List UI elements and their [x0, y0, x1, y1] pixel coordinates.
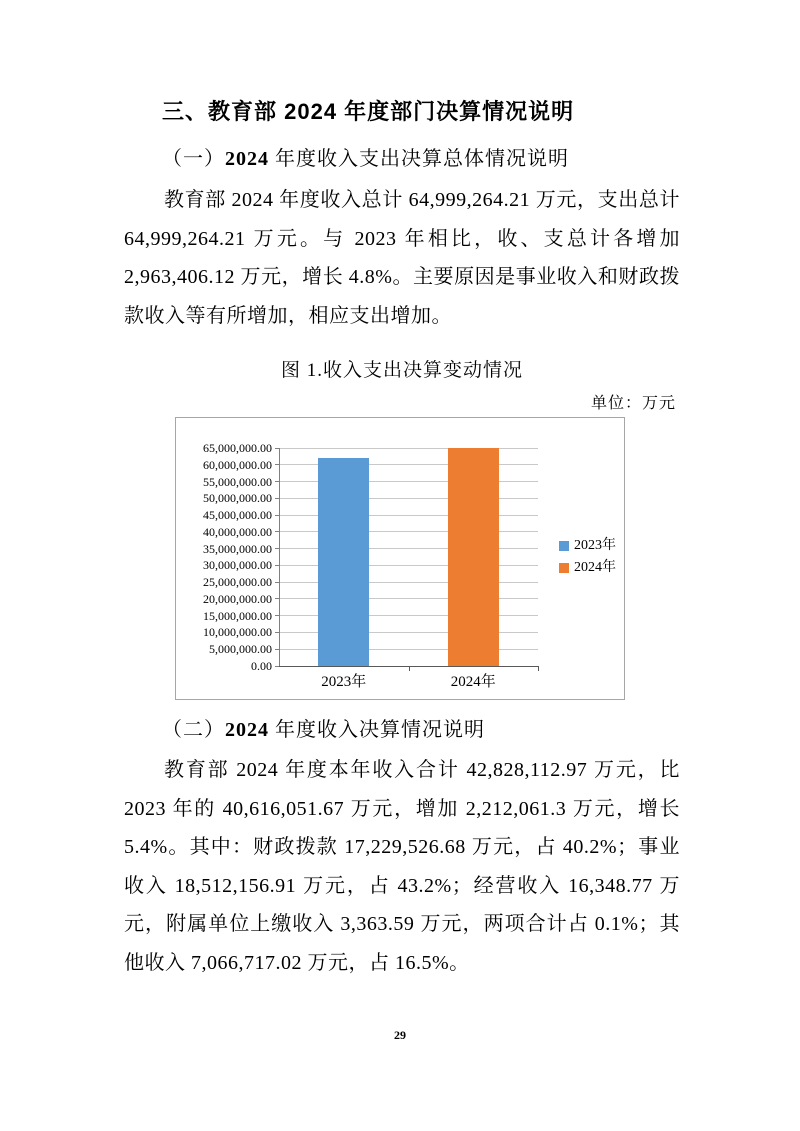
section-heading-2-year: 2024 [225, 719, 269, 741]
y-axis-tick-label: 45,000,000.00 [203, 508, 272, 523]
y-axis-line [279, 448, 280, 666]
y-axis-tick-label: 25,000,000.00 [203, 575, 272, 590]
paragraph-overview: 教育部 2024 年度收入总计 64,999,264.21 万元，支出总计 64,999,264.21 万元。与 2023 年相比，收、支总计各增加 2,963,406.12 万元，增长 4.8%。主要原因是事业收入和财政拨款收入等有所增加，相应支出增加。 [124, 189, 680, 327]
x-axis-tick [409, 666, 410, 671]
x-axis-label: 2023年 [321, 674, 367, 690]
x-axis-label: 2024年 [450, 674, 496, 690]
legend-item [559, 561, 616, 575]
y-axis-tick-label: 40,000,000.00 [203, 524, 272, 539]
section-heading-1 [162, 145, 682, 174]
y-axis-tick-label: 0.00 [251, 659, 272, 673]
y-axis-tick-label: 5,000,000.00 [209, 642, 272, 657]
y-axis-tick-label: 55,000,000.00 [203, 474, 272, 489]
y-axis-tick-label: 20,000,000.00 [203, 591, 272, 606]
y-gridline [279, 448, 538, 449]
y-axis-tick-label: 30,000,000.00 [203, 558, 272, 573]
section-heading-1-year: 2024 [225, 148, 269, 170]
paragraph-revenue: 教育部 2024 年度本年收入合计 42,828,112.97 万元，比 2023 年的 40,616,051.67 万元，增加 2,212,061.3 万元，增长 5.4%。其中：财政拨款 17,229,526.68 万元，占 40.2%；事业收入 18,512,156.91 万元，占 43.2%；经营收入 16,348.77 万元，附属单位上缴收入 3,363.59 万元，两项合计占 0.1%；其他收入 7,066,717.02 万元，占 16.5%。 [124, 759, 680, 974]
legend-swatch-2024年 [559, 563, 569, 573]
y-axis-tick-label: 15,000,000.00 [203, 608, 272, 623]
x-axis-tick [538, 666, 539, 671]
bar-2023年 [318, 458, 369, 666]
figure-1-bar-chart [175, 417, 625, 700]
figure-title: 图 1.收入支出决算变动情况 [280, 360, 523, 381]
y-axis-tick-label: 35,000,000.00 [203, 541, 272, 556]
y-axis-tick-label: 65,000,000.00 [203, 441, 272, 455]
legend-label: 2023年 [574, 538, 616, 553]
y-axis-tick-label: 50,000,000.00 [203, 491, 272, 506]
legend-label: 2024年 [574, 560, 616, 575]
section-heading-1-prefix: （一） [162, 148, 225, 170]
legend-item [559, 539, 616, 553]
y-axis-tick-label: 60,000,000.00 [203, 457, 272, 472]
page-title: 三、教育部 2024 年度部门决算情况说明 [162, 99, 575, 124]
y-axis-tick-label: 10,000,000.00 [203, 625, 272, 640]
legend-swatch-2023年 [559, 541, 569, 551]
page-number: 29 [394, 1028, 406, 1042]
section-heading-2-rest: 年度收入决算情况说明 [269, 719, 485, 741]
section-heading-2 [162, 716, 682, 745]
figure-unit-label: 单位：万元 [590, 395, 676, 412]
section-heading-1-rest: 年度收入支出决算总体情况说明 [269, 148, 569, 170]
section-heading-2-prefix: （二） [162, 719, 225, 741]
bar-2024年 [448, 448, 499, 666]
